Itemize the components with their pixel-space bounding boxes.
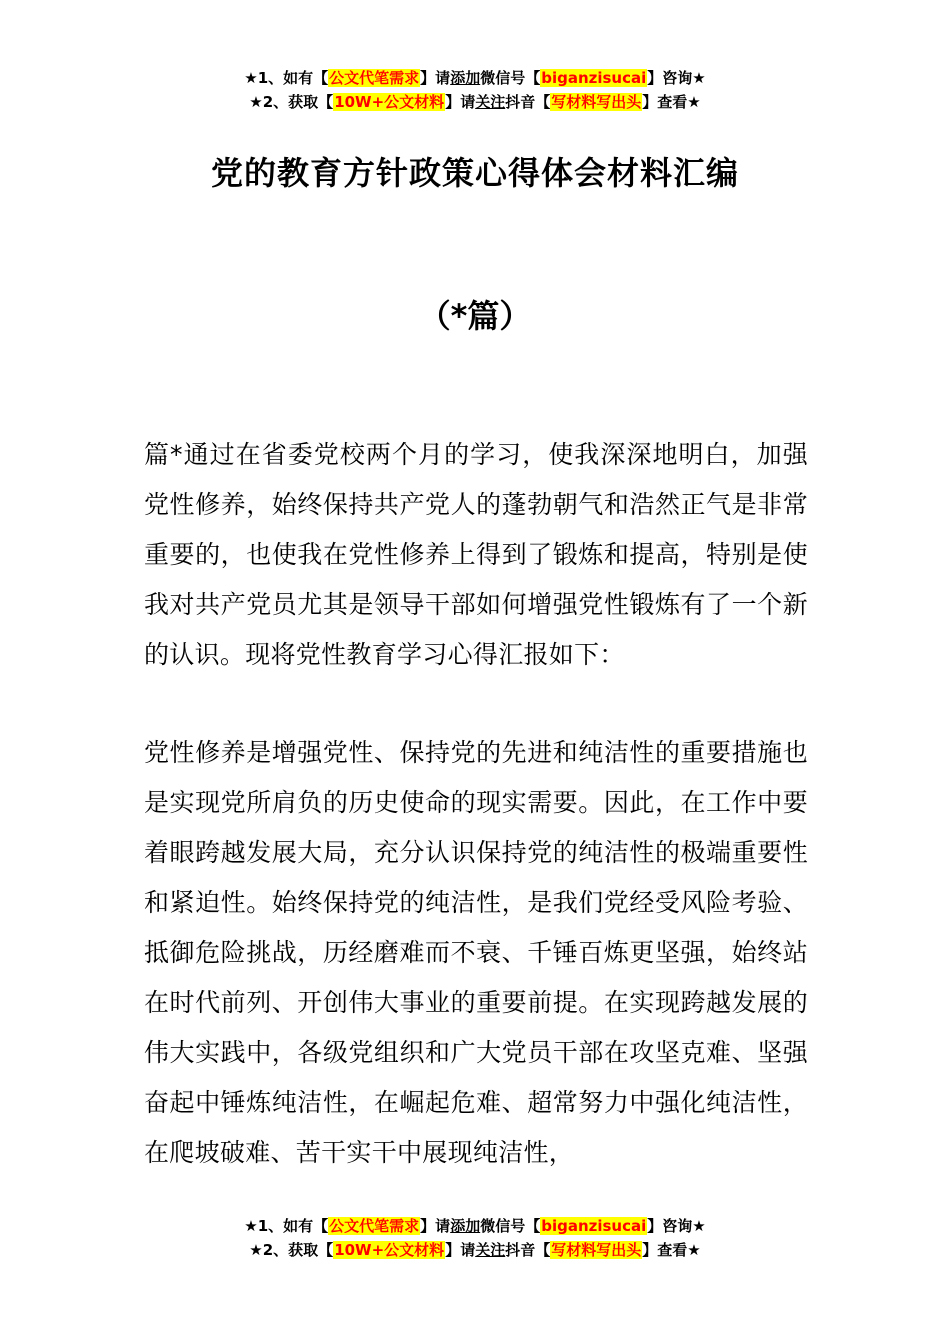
banner-text: 】查看★ — [642, 1241, 701, 1259]
highlight-materials: 10W+公文材料 — [334, 93, 445, 111]
banner-text: ★2、获取【 — [249, 93, 334, 111]
top-banner — [0, 66, 950, 114]
banner-text: 微信号【 — [480, 69, 541, 87]
bottom-banner — [0, 1214, 950, 1262]
banner-underlined-text: 添加 — [450, 69, 481, 87]
banner-line-2 — [0, 90, 950, 114]
highlight-materials: 10W+公文材料 — [334, 1241, 445, 1259]
banner-text: 】请 — [445, 1241, 476, 1259]
banner-text: ★1、如有【 — [244, 1217, 329, 1235]
banner-text: 】请 — [445, 93, 476, 111]
banner-underlined-text: 关注 — [475, 1241, 506, 1259]
highlight-wechat-id: biganzisucai — [541, 69, 647, 87]
banner-text: ★1、如有【 — [244, 69, 329, 87]
body-paragraph-2: 党性修养是增强党性、保持党的先进和纯洁性的重要措施也是实现党所肩负的历史使命的现实需要。因此，在工作中要着眼跨越发展大局，充分认识保持党的纯洁性的极端重要性和紧迫性。始终保持党的纯洁性，是我们党经受风险考验、抵御危险挑战，历经磨难而不衰、千锤百炼更坚强，始终站在时代前列、开创伟大事业的重要前提。在实现跨越发展的伟大实践中，各级党组织和广大党员干部在攻坚克难、坚强奋起中锤炼纯洁性，在崛起危难、超常努力中强化纯洁性，在爬坡破难、苦干实干中展现纯洁性， — [144, 738, 808, 1167]
highlight-service: 公文代笔需求 — [329, 1217, 420, 1235]
banner-underlined-text: 关注 — [475, 93, 506, 111]
banner-text: 】查看★ — [642, 93, 701, 111]
banner-text: 】咨询★ — [647, 69, 706, 87]
banner-text: 】咨询★ — [647, 1217, 706, 1235]
banner-text: 微信号【 — [480, 1217, 541, 1235]
banner-text: 】请 — [420, 1217, 451, 1235]
banner-line-2 — [0, 1238, 950, 1262]
banner-text: 】请 — [420, 69, 451, 87]
highlight-wechat-id: biganzisucai — [541, 1217, 647, 1235]
highlight-douyin-account: 写材料写出头 — [551, 93, 642, 111]
banner-text: 抖音【 — [505, 1241, 551, 1259]
document-subtitle: （*篇） — [418, 297, 532, 335]
body-paragraph-1: 篇*通过在省委党校两个月的学习，使我深深地明白，加强党性修养，始终保持共产党人的蓬勃朝气和浩然正气是非常重要的，也使我在党性修养上得到了锻炼和提高，特别是使我对共产党员尤其是领导干部如何增强党性锻炼有了一个新的认识。现将党性教育学习心得汇报如下： — [144, 440, 808, 669]
banner-text: 抖音【 — [505, 93, 551, 111]
highlight-douyin-account: 写材料写出头 — [551, 1241, 642, 1259]
banner-text: ★2、获取【 — [249, 1241, 334, 1259]
banner-underlined-text: 添加 — [450, 1217, 481, 1235]
banner-line-1 — [0, 1214, 950, 1238]
banner-line-1 — [0, 66, 950, 90]
document-title: 党的教育方针政策心得体会材料汇编 — [210, 154, 739, 192]
highlight-service: 公文代笔需求 — [329, 69, 420, 87]
